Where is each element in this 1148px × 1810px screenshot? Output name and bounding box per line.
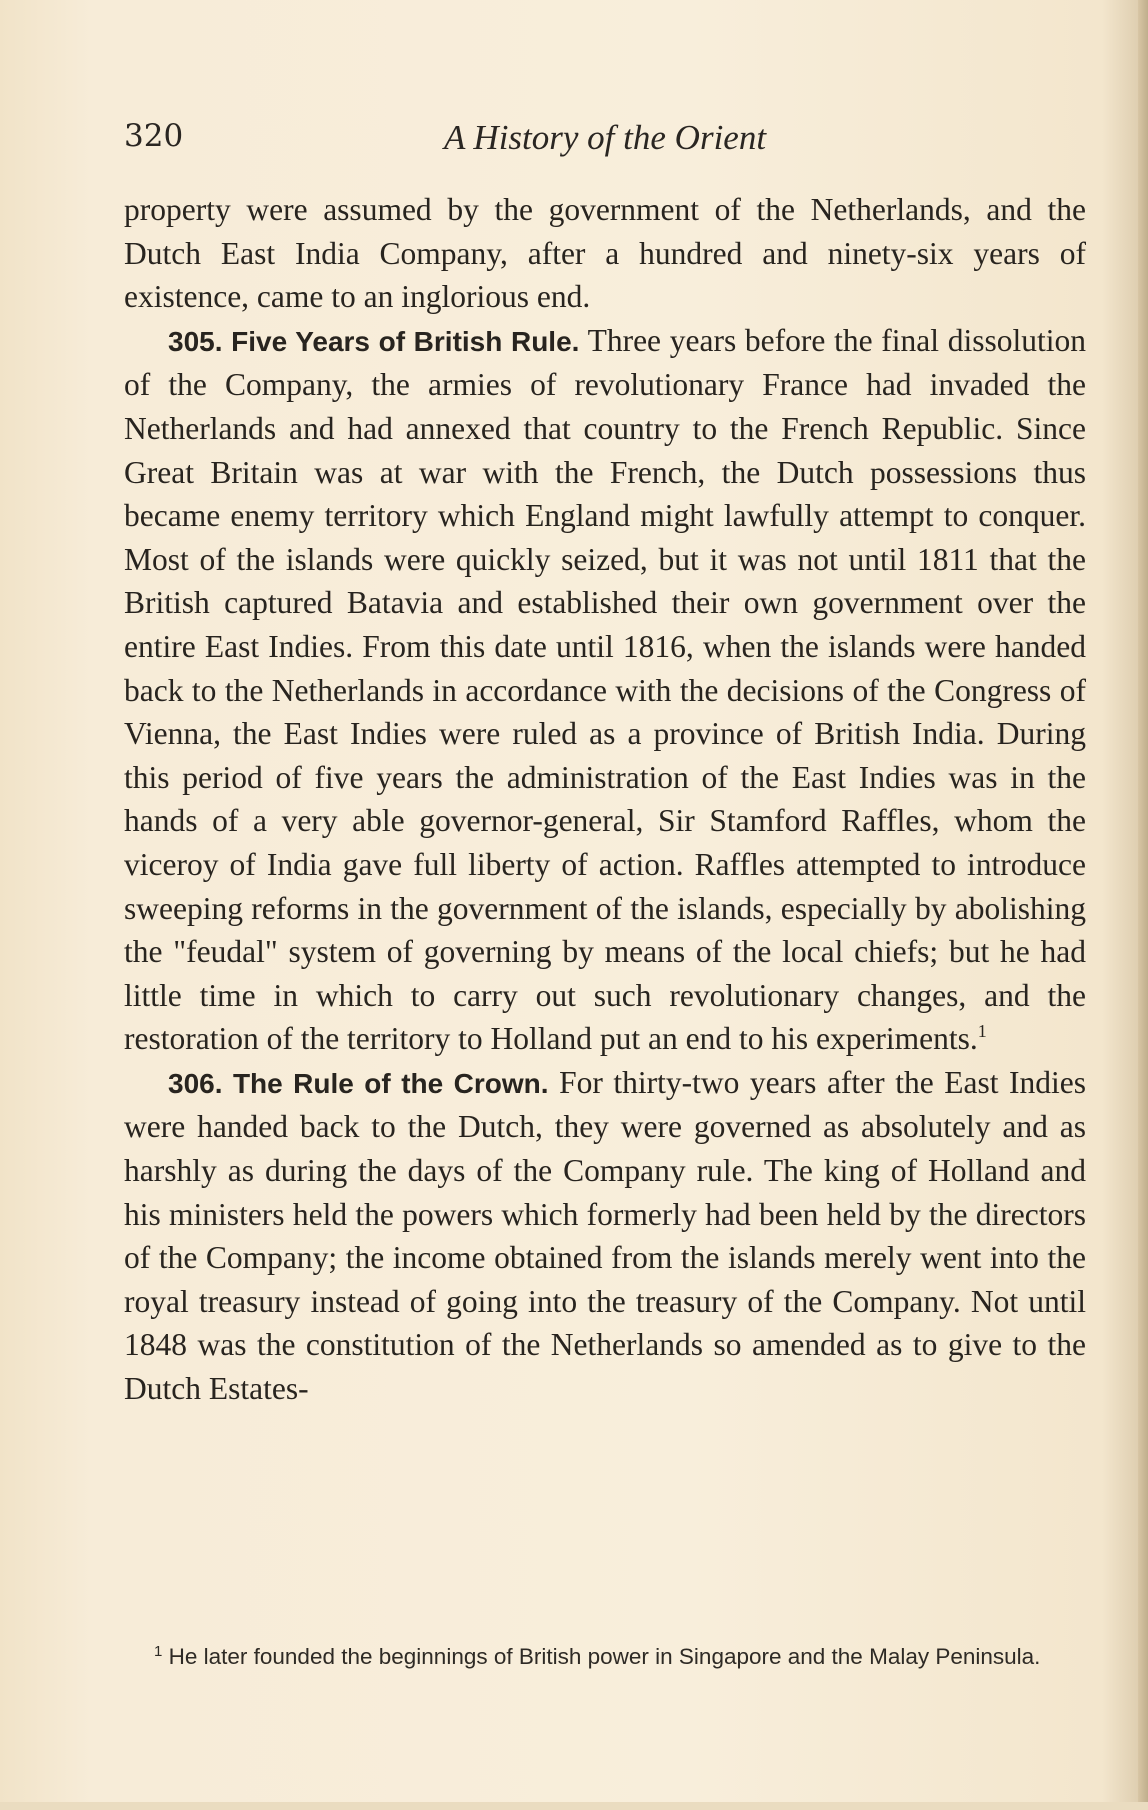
paragraph-continuation: property were assumed by the government of the Netherlands, and the Dutch East India Company, after a hundred and ninety-six years of existence, came to an inglorious end.: [124, 192, 1086, 315]
section-305-heading: 305. Five Years of British Rule.: [168, 325, 580, 357]
footnote-reference[interactable]: 1: [977, 1021, 987, 1042]
section-305: [124, 319, 1086, 1061]
running-title: A History of the Orient: [443, 118, 767, 157]
body-text: [124, 188, 1086, 1411]
page-edge-shadow: [1138, 0, 1148, 1810]
section-306: [124, 1061, 1086, 1411]
footnote: [124, 1640, 1086, 1673]
footnote-marker: 1: [154, 1643, 163, 1660]
section-306-heading: 306. The Rule of the Crown.: [168, 1067, 549, 1099]
footnote-text: He later founded the beginnings of British power in Singapore and the Malay Peninsula.: [168, 1644, 1041, 1669]
page-header: [124, 118, 1086, 162]
page-bottom-edge: [0, 1802, 1148, 1810]
section-305-text: Three years before the final dissolution of the Company, the armies of revolutionary France had invaded the Netherlands and had annexed that country to the French Republic. Since Great Britain was at war with the French, the Dutch possessions thus became enemy territory which England might lawfully attempt to conquer. Most of the islands were quickly seized, but it was not until 1811 that the British captured Batavia and established their own government over the entire East Indies. From this date until 1816, when the islands were handed back to the Netherlands in accordance with the decisions of the Congress of Vienna, the East Indies were ruled as a province of British India. During this period of five years the administration of the East Indies was in the hands of a very able governor-general, Sir Stamford Raffles, whom the viceroy of India gave full liberty of action. Raffles attempted to introduce sweeping reforms in the government of the islands, especially by abolishing the "feudal" system of governing by means of the local chiefs; but he had little time in which to carry out such revolutionary changes, and the restoration of the territory to Holland put an end to his experiments.: [124, 322, 1087, 1057]
section-306-text: For thirty-two years after the East Indies were handed back to the Dutch, they were governed as absolutely and as harshly as during the days of the Company rule. The king of Holland and his ministers held the powers which formerly had been held by the directors of the Company; the income obtained from the islands merely went into the royal treasury instead of going into the treasury of the Company. Not until 1848 was the constitution of the Netherlands so amended as to give to the Dutch Estates-: [124, 1064, 1086, 1407]
page-number: 320: [124, 118, 184, 154]
